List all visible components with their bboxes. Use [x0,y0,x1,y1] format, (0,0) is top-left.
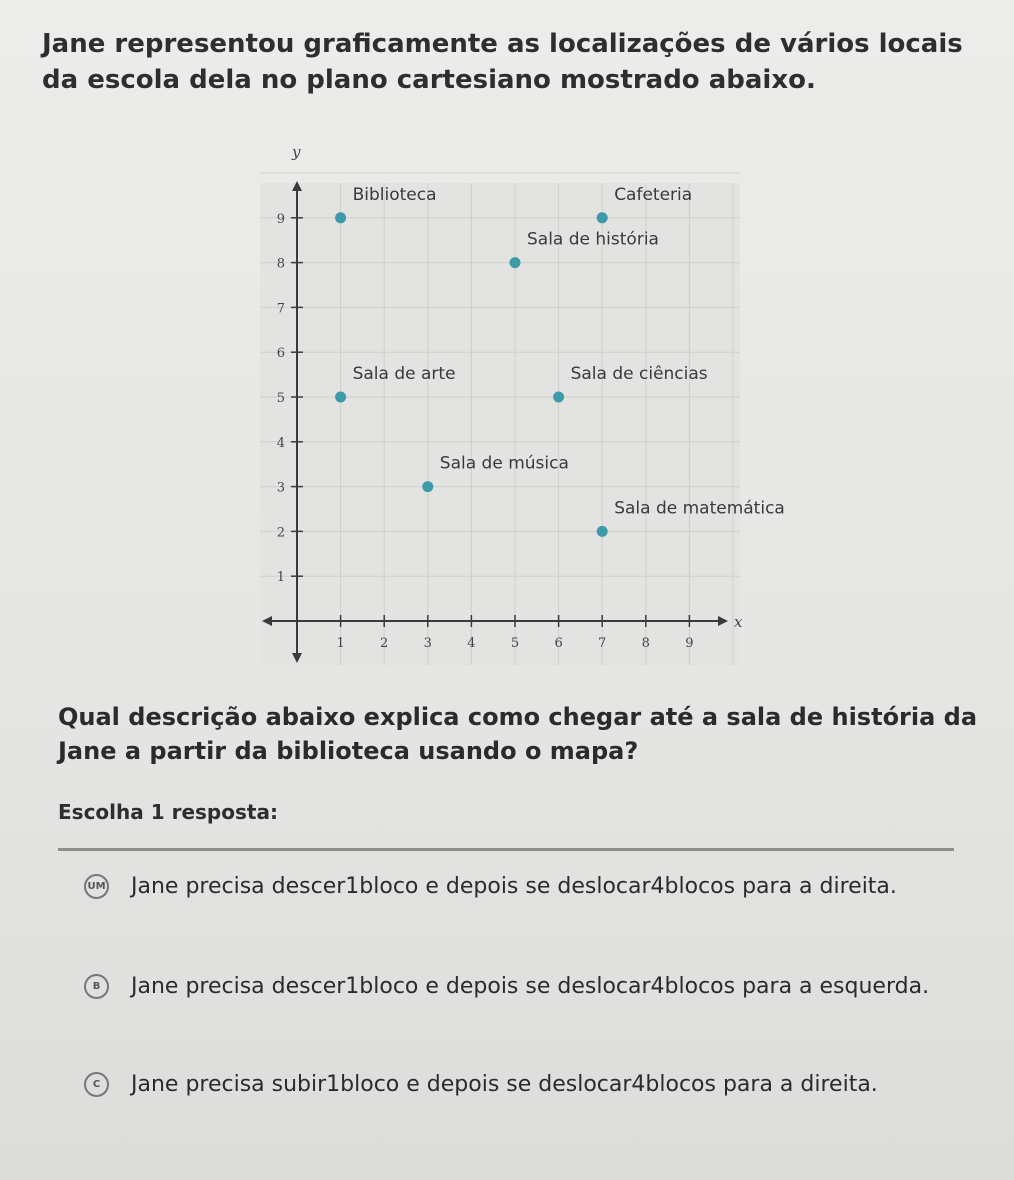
chart-background [260,183,740,665]
y-tick-label: 9 [276,211,285,227]
y-tick-label: 7 [276,301,285,317]
option-b-badge: B [84,974,109,999]
option-c-badge: C [84,1072,109,1097]
point-label: Cafeteria [614,184,693,205]
y-tick-label: 6 [276,346,285,362]
data-point [597,526,608,537]
option-b-text: Jane precisa descer1bloco e depois se deslocar4blocos para a esquerda. [131,974,930,999]
x-tick-label: 6 [554,636,563,651]
data-point [510,257,521,268]
x-tick-label: 3 [423,636,432,651]
intro-text: Jane representou graficamente as localizações de vários locais da escola dela no plano cartesiano mostrado abaixo. [42,29,963,95]
x-tick-label: 5 [510,636,520,651]
data-point [335,212,346,223]
data-point [422,481,433,492]
point-label: Sala de matemática [614,498,785,519]
y-tick-label: 2 [276,525,285,541]
x-axis-label: x [734,613,743,631]
y-tick-label: 4 [276,435,285,451]
point-label: Sala de arte [352,364,456,384]
data-point [335,392,346,403]
x-tick-label: 8 [641,636,650,651]
x-tick-label: 1 [336,636,345,651]
x-tick-label: 4 [467,636,476,651]
data-point [597,212,608,223]
y-axis-label: y [292,143,301,161]
y-tick-label: 1 [276,570,285,586]
answer-option-a[interactable] [84,870,944,903]
option-a-badge: UM [84,874,109,899]
point-label: Sala de música [439,453,569,474]
x-tick-label: 9 [685,636,694,651]
y-tick-label: 3 [276,480,285,496]
coordinate-plane-chart [240,135,820,675]
divider [58,848,954,851]
point-label: Sala de história [527,229,659,250]
y-tick-label: 5 [276,391,285,406]
point-label: Sala de ciências [570,364,708,384]
x-tick-label: 7 [598,636,607,651]
answer-option-b[interactable] [84,970,944,1003]
question-text: Qual descrição abaixo explica como chegar até a sala de história da Jane a partir da biblioteca usando o mapa? [58,703,978,765]
x-tick-label: 2 [380,636,389,651]
option-c-text: Jane precisa subir1bloco e depois se deslocar4blocos para a direita. [131,1072,878,1097]
option-a-text: Jane precisa descer1bloco e depois se deslocar4blocos para a direita. [131,874,897,899]
answer-option-c[interactable] [84,1068,944,1101]
data-point [553,392,564,403]
y-tick-label: 8 [276,256,285,272]
choose-label: Escolha 1 resposta: [58,800,278,824]
point-label: Biblioteca [352,184,437,205]
